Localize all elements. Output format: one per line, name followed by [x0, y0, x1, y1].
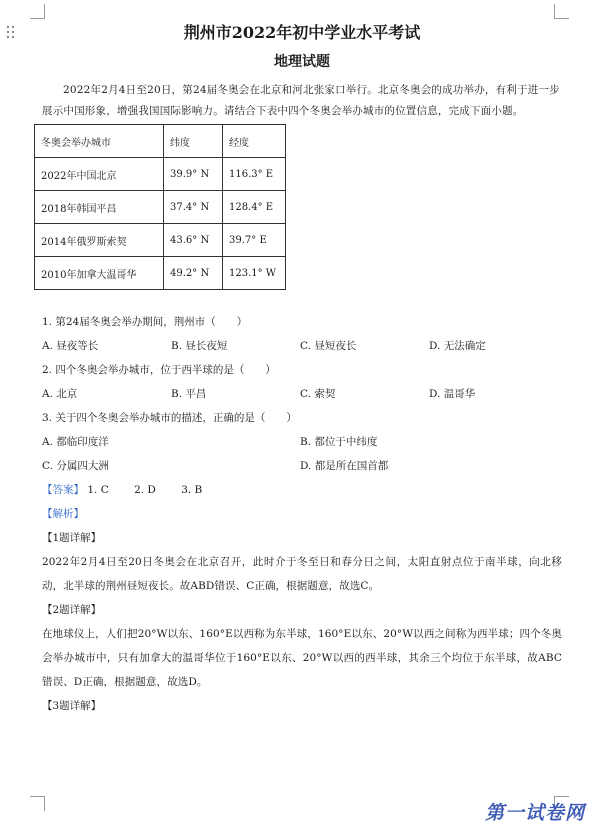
option-b: B. 平昌 — [171, 388, 207, 400]
explanation-2-heading: 【2题详解】 — [42, 604, 102, 616]
option-b: B. 昼长夜短 — [171, 340, 228, 352]
answer-value: 2. D — [134, 484, 156, 496]
document-page — [42, 22, 562, 718]
answer-value: 1. C — [87, 484, 109, 496]
table-cell-longitude: 128.4° E — [223, 191, 286, 224]
host-cities-table — [34, 124, 286, 290]
option-a: A. 北京 — [42, 388, 78, 400]
table-cell-latitude: 43.6° N — [164, 224, 223, 257]
question-2-stem: 2. 四个冬奥会举办城市，位于西半球的是（ ） — [42, 364, 276, 376]
table-cell-latitude: 37.4° N — [164, 191, 223, 224]
drag-handle-icon[interactable] — [6, 25, 16, 39]
table-cell-latitude: 39.9° N — [164, 158, 223, 191]
page-subtitle: 地理试题 — [274, 54, 330, 70]
option-d: D. 都是所在国首都 — [300, 460, 389, 472]
option-d: D. 温哥华 — [429, 388, 476, 400]
table-cell-city: 2018年韩国平昌 — [35, 191, 164, 224]
intro-paragraph: 2022年2月4日至20日，第24届冬奥会在北京和河北张家口举行。北京冬奥会的成功举办，有利于进一步展示中国形象，增强我国国际影响力。请结合下表中四个冬奥会举办城市的位置信息，完成下面小题。 — [42, 84, 560, 117]
question-3-options-row-2 — [42, 454, 562, 478]
analysis-label: 【解析】 — [42, 508, 84, 520]
explanation-3-heading: 【3题详解】 — [42, 700, 102, 712]
table-header-cell: 经度 — [223, 125, 286, 158]
option-c: C. 索契 — [300, 388, 336, 400]
option-b: B. 都位于中纬度 — [300, 436, 378, 448]
table-row — [35, 158, 286, 191]
explanation-1-text: 2022年2月4日至20日冬奥会在北京召开，此时介于冬至日和春分日之间，太阳直射点位于南半球，向北移动，北半球的荆州昼短夜长。故ABD错误、C正确，根据题意，故选C。 — [42, 556, 562, 592]
answer-value: 3. B — [181, 484, 203, 496]
option-d: D. 无法确定 — [429, 340, 486, 352]
page-title: 荆州市2022年初中学业水平考试 — [183, 23, 421, 42]
table-header-row — [35, 125, 286, 158]
crop-mark-bottom-left — [30, 796, 45, 811]
table-cell-city: 2022年中国北京 — [35, 158, 164, 191]
question-2-options — [42, 382, 562, 406]
table-cell-city: 2010年加拿大温哥华 — [35, 257, 164, 290]
answer-line — [42, 478, 562, 502]
answer-label: 【答案】 — [42, 484, 84, 496]
table-row — [35, 257, 286, 290]
site-watermark: 第一试卷网 — [484, 802, 585, 824]
table-cell-latitude: 49.2° N — [164, 257, 223, 290]
question-1-stem: 1. 第24届冬奥会举办期间，荆州市（ ） — [42, 316, 248, 328]
table-cell-longitude: 123.1° W — [223, 257, 286, 290]
table-row — [35, 224, 286, 257]
option-a: A. 都临印度洋 — [42, 436, 109, 448]
question-3-stem: 3. 关于四个冬奥会举办城市的描述，正确的是（ ） — [42, 412, 297, 424]
option-c: C. 分属四大洲 — [42, 460, 109, 472]
table-header-cell: 冬奥会举办城市 — [35, 125, 164, 158]
option-a: A. 昼夜等长 — [42, 340, 99, 352]
table-cell-longitude: 116.3° E — [223, 158, 286, 191]
option-c: C. 昼短夜长 — [300, 340, 357, 352]
explanation-1-heading: 【1题详解】 — [42, 532, 102, 544]
question-3-options-row-1 — [42, 430, 562, 454]
question-1-options — [42, 334, 562, 358]
explanation-2-text: 在地球仪上，人们把20°W以东、160°E以西称为东半球，160°E以东、20°W以西之间称为西半球；四个冬奥会举办城市中，只有加拿大的温哥华位于160°E以东、20°W以西的西半球，其余三个均位于东半球，故ABC错误、D正确，根据题意，故选D。 — [42, 628, 562, 688]
table-row — [35, 191, 286, 224]
table-cell-city: 2014年俄罗斯索契 — [35, 224, 164, 257]
crop-mark-top-left — [30, 4, 45, 19]
crop-mark-top-right — [554, 4, 569, 19]
table-header-cell: 纬度 — [164, 125, 223, 158]
table-cell-longitude: 39.7° E — [223, 224, 286, 257]
